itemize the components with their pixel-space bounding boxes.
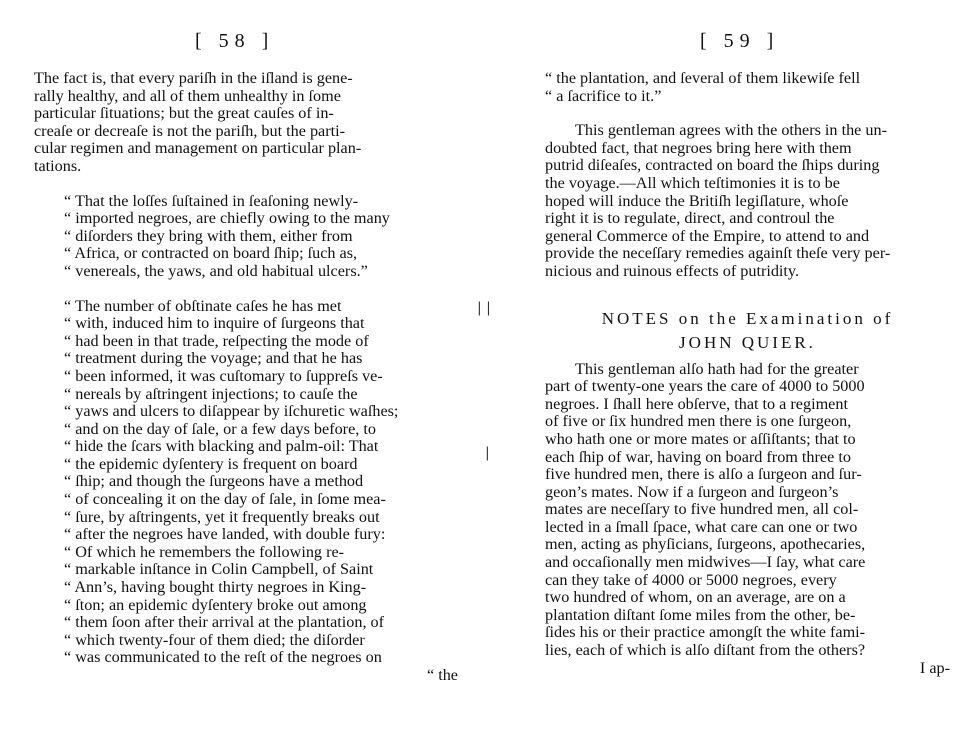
text-line: “ after the negroes have landed, with double fury: [64, 525, 386, 544]
text-line: particular ſituations; but the great cauſes of in- [34, 104, 334, 123]
text-line: putrid diſeaſes, contracted on board the ſhips during [545, 156, 880, 175]
text-line: “ which twenty-four of them died; the diſorder [64, 630, 365, 649]
text-line: men, acting as phyſicians, ſurgeons, apothecaries, [545, 535, 866, 554]
text-line: “ Ann’s, having bought thirty negroes in King- [64, 578, 367, 597]
text-line: “ been informed, it was cuſtomary to ſuppreſs ve- [64, 366, 383, 385]
text-line: negroes. I ſhall here obſerve, that to a regiment [545, 394, 848, 413]
text-line: mates are neceſſary to five hundred men, all col- [545, 500, 859, 519]
text-line: cular regimen and management on particular plan- [34, 139, 362, 158]
page-number-right: [ 59 ] [700, 30, 780, 52]
text-line: “ hide the ſcars with blacking and palm-oil: That [64, 437, 379, 456]
text-line: This gentleman alſo hath had for the greater [575, 359, 859, 378]
text-line: “ venereals, the yaws, and old habitual ulcers.” [64, 261, 368, 280]
text-line: can they take of 4000 or 5000 negroes, every [545, 570, 837, 589]
right-bottom-paragraph [545, 361, 950, 678]
text-line: “ That the loſſes ſuſtained in ſeaſoning newly- [64, 191, 359, 210]
left-page-text [34, 70, 464, 685]
right-page [490, 0, 980, 751]
text-line: “ yaws and ulcers to diſappear by iſchuretic waſhes; [64, 402, 399, 421]
text-line: lected in a ſmall ſpace, what care can one or two [545, 517, 858, 536]
text-line: I ap- [919, 658, 950, 677]
section-heading-name: JOHN QUIER. [679, 332, 816, 352]
text-line: “ treatment during the voyage; and that he has [64, 349, 363, 368]
text-line: The fact is, that every pariſh in the iſland is gene- [34, 69, 353, 87]
text-line: creaſe or decreaſe is not the pariſh, but the parti- [34, 121, 346, 140]
text-line: and occaſionally men midwives—I ſay, what care [545, 553, 866, 572]
page-number-left: [ 58 ] [195, 30, 275, 52]
text-line: “ ſton; an epidemic dyſentery broke out among [64, 595, 367, 614]
text-line: part of twenty-one years the care of 4000 to 5000 [545, 377, 865, 396]
paragraph-gap [34, 281, 464, 298]
text-line: “ imported negroes, are chiefly owing to the many [64, 209, 390, 228]
section-heading: NOTES on the Examination of [601, 308, 894, 328]
right-top-paragraphs [545, 70, 950, 281]
text-line: ſides his or their practice amongſt the white fami- [545, 623, 866, 642]
text-line: who hath one or more mates or aſſiſtants; that to [545, 429, 856, 448]
text-line: “ was communicated to the reſt of the negroes on [64, 648, 382, 667]
text-line: tations. [34, 156, 82, 175]
text-line: “ had been in that trade, reſpecting the mode of [64, 331, 369, 350]
text-line: “ ſure, by aſtringents, yet it frequently breaks out [64, 507, 380, 526]
text-line: “ them ſoon after their arrival at the plantation, of [64, 613, 385, 632]
right-page-text [545, 70, 950, 677]
text-line: the voyage.—All which teſtimonies it is to be [545, 173, 840, 192]
text-line: “ Of which he remembers the following re- [64, 542, 345, 561]
text-line: This gentleman agrees with the others in the un- [575, 121, 887, 140]
text-line: plantation diſtant ſome miles from the other, be- [545, 605, 856, 624]
text-line: “ The number of obſtinate caſes he has met [64, 296, 342, 315]
left-page [0, 0, 480, 751]
text-line: “ of concealing it on the day of ſale, in ſome mea- [64, 490, 386, 509]
text-line: provide the neceſſary remedies againſt theſe very per- [545, 244, 891, 263]
text-line: doubted fact, that negroes bring here with them [545, 138, 852, 157]
gutter-mark: | | [477, 300, 491, 316]
text-line: geon’s mates. Now if a ſurgeon and ſurgeon’s [545, 482, 839, 501]
text-line: “ Africa, or contracted on board ſhip; ſuch as, [64, 244, 358, 263]
text-line: each ſhip of war, having on board from three to [545, 447, 851, 466]
text-line: “ diſorders they bring with them, either from [64, 226, 353, 245]
text-line: five hundred men, there is alſo a ſurgeon and ſur- [545, 465, 862, 484]
text-line: “ with, induced him to inquire of ſurgeons that [64, 314, 365, 333]
text-line: “ and on the day of ſale, or a few days before, to [64, 419, 376, 438]
text-line: hoped will induce the Britiſh legiſlature, whoſe [545, 191, 849, 210]
text-line: “ nereals by aſtringent injections; to cauſe the [64, 384, 358, 403]
text-line: “ the plantation, and ſeveral of them likewiſe fell [545, 69, 861, 87]
text-line: nicious and ruinous effects of putridity. [545, 261, 800, 280]
text-line: lies, each of which is alſo diſtant from the others? [545, 641, 866, 660]
gutter-mark-2: | [485, 445, 490, 461]
text-line: “ ſhip; and though the ſurgeons have a method [64, 472, 364, 491]
text-line: “ a ſacrifice to it.” [545, 86, 662, 105]
text-line: two hundred of whom, on an average, are on a [545, 588, 846, 607]
text-line: of five or ſix hundred men there is one ſurgeon, [545, 412, 852, 431]
text-line: rally healthy, and all of them unhealthy in ſome [34, 86, 341, 105]
text-line: “ the epidemic dyſentery is frequent on board [64, 454, 358, 473]
text-line: right it is to regulate, direct, and controul the [545, 209, 835, 228]
text-line: “ markable inſtance in Colin Campbell, of Saint [64, 560, 374, 579]
paragraph-gap [34, 176, 464, 193]
text-line: general Commerce of the Empire, to attend to and [545, 226, 870, 245]
text-line: “ the [426, 666, 458, 684]
paragraph-gap [545, 105, 950, 122]
